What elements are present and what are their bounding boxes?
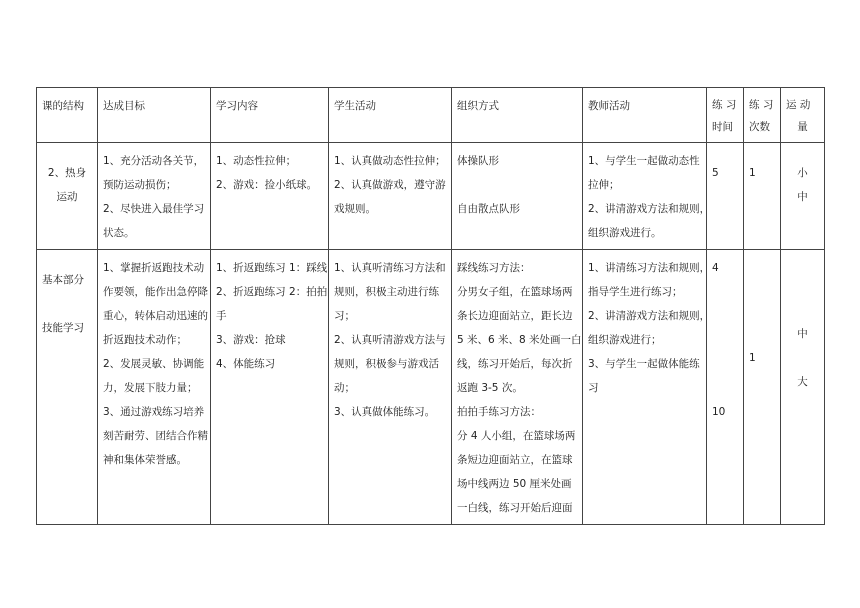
header-organize: 组织方式 [452, 88, 583, 143]
warmup-content: 1、动态性拉伸； 2、游戏：捡小纸球。 [211, 143, 329, 250]
main-time: 4 10 [707, 250, 744, 525]
warmup-student: 1、认真做动态性拉伸； 2、认真做游戏，遵守游 戏规则。 [329, 143, 452, 250]
warmup-time: 5 [707, 143, 744, 250]
header-teacher: 教师活动 [583, 88, 707, 143]
header-time: 练 习 时间 [707, 88, 744, 143]
header-student: 学生活动 [329, 88, 452, 143]
main-count: 1 [744, 250, 781, 525]
main-intensity: 中 大 [781, 250, 825, 525]
header-intensity: 运 动 量 [781, 88, 825, 143]
header-structure: 课的结构 [37, 88, 98, 143]
warmup-count: 1 [744, 143, 781, 250]
warmup-goal: 1、充分活动各关节， 预防运动损伤； 2、尽快进入最佳学习 状态。 [98, 143, 211, 250]
warmup-intensity: 小 中 [781, 143, 825, 250]
main-teacher: 1、讲清练习方法和规则， 指导学生进行练习； 2、讲清游戏方法和规则， 组织游戏进行； 3、与学生一起做体能练 习 [583, 250, 707, 525]
header-row [37, 88, 825, 143]
header-content: 学习内容 [211, 88, 329, 143]
main-content: 1、折返跑练习 1：踩线 2、折返跑练习 2：拍拍 手 3、游戏：抢球 4、体能练习 [211, 250, 329, 525]
lesson-plan-table [36, 87, 825, 525]
header-count: 练 习 次数 [744, 88, 781, 143]
warmup-row [37, 143, 825, 250]
main-goal: 1、掌握折返跑技术动 作要领，能作出急停降 重心，转体启动迅速的 折返跑技术动作； 2、发展灵敏、协调能 力，发展下肢力量； 3、通过游戏练习培养 刻苦耐劳、团结合作精 神和集体荣誉感。 [98, 250, 211, 525]
main-organize: 踩线练习方法： 分男女子组，在篮球场两 条长边迎面站立，距长边 5 米、6 米、8 米处画一白 线，练习开始后，每次折 返跑 3-5 次。 拍拍手练习方法： 分 4 人小组，在篮球场两 条短边迎面站立，在篮球 场中线两边 50 厘米处画 一白线，练习开始后迎面 [452, 250, 583, 525]
warmup-teacher: 1、与学生一起做动态性 拉伸； 2、讲清游戏方法和规则， 组织游戏进行。 [583, 143, 707, 250]
warmup-structure: 2、热身 运动 [37, 143, 98, 250]
warmup-organize: 体操队形 自由散点队形 [452, 143, 583, 250]
header-goal: 达成目标 [98, 88, 211, 143]
main-row [37, 250, 825, 525]
main-structure: 基本部分 技能学习 [37, 250, 98, 525]
main-student: 1、认真听清练习方法和 规则，积极主动进行练 习； 2、认真听清游戏方法与 规则，积极参与游戏活 动； 3、认真做体能练习。 [329, 250, 452, 525]
